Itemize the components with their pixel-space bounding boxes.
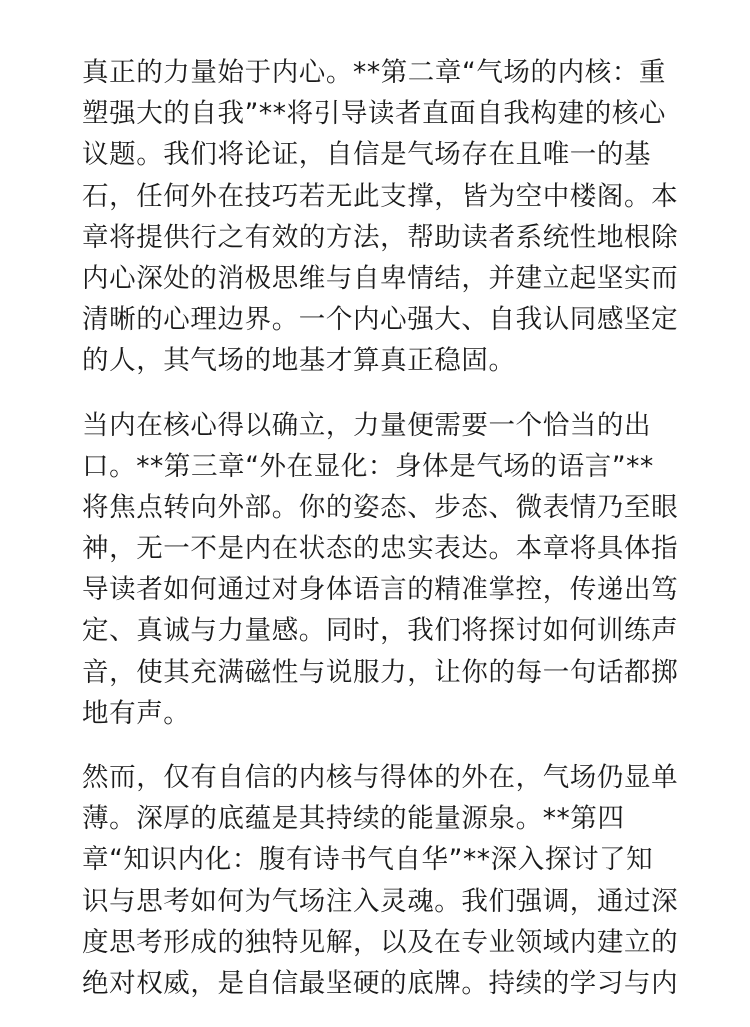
text-line: 塑强大的自我”**将引导读者直面自我构建的核心 (82, 98, 667, 130)
text-line: 绝对权威，是自信最坚硬的底牌。持续的学习与内 (82, 967, 679, 999)
article-body (82, 52, 679, 1027)
paragraph-chapter-two (82, 52, 679, 382)
text-line: 音，使其充满磁性与说服力，让你的每一句话都掷 (82, 656, 679, 688)
text-line: 定、真诚与力量感。同时，我们将探讨如何训练声 (82, 615, 679, 647)
paragraph-chapter-three (82, 405, 679, 735)
text-line: 章“知识内化：腹有诗书气自华”**深入探讨了知 (82, 844, 654, 876)
text-line: 章将提供行之有效的方法，帮助读者系统性地根除 (82, 221, 679, 253)
text-line: 的人，其气场的地基才算真正稳固。 (82, 345, 516, 377)
text-line: 内心深处的消极思维与自卑情结，并建立起坚实而 (82, 262, 679, 294)
text-line: 神，无一不是内在状态的忠实表达。本章将具体指 (82, 533, 679, 565)
text-line: 然而，仅有自信的内核与得体的外在，气场仍显单 (82, 762, 679, 793)
text-line: 口。**第三章“外在显化：身体是气场的语言”** (82, 450, 654, 482)
text-line: 地有声。 (82, 697, 191, 729)
text-line: 当内在核心得以确立，力量便需要一个恰当的出 (82, 409, 652, 441)
text-line: 导读者如何通过对身体语言的精准掌控，传递出笃 (82, 574, 679, 606)
text-line: 薄。深厚的底蕴是其持续的能量源泉。**第四 (82, 803, 625, 835)
text-line: 石，任何外在技巧若无此支撑，皆为空中楼阁。本 (82, 180, 679, 212)
text-line: 度思考形成的独特见解，以及在专业领域内建立的 (82, 926, 679, 958)
text-line: 真正的力量始于内心。**第二章“气场的内核：重 (82, 57, 667, 88)
text-line: 议题。我们将论证，自信是气场存在且唯一的基 (82, 139, 652, 171)
text-line: 识与思考如何为气场注入灵魂。我们强调，通过深 (82, 885, 679, 917)
text-line: 将焦点转向外部。你的姿态、步态、微表情乃至眼 (82, 491, 679, 523)
paragraph-chapter-four (82, 757, 679, 1004)
text-line: 清晰的心理边界。一个内心强大、自我认同感坚定 (82, 304, 679, 336)
